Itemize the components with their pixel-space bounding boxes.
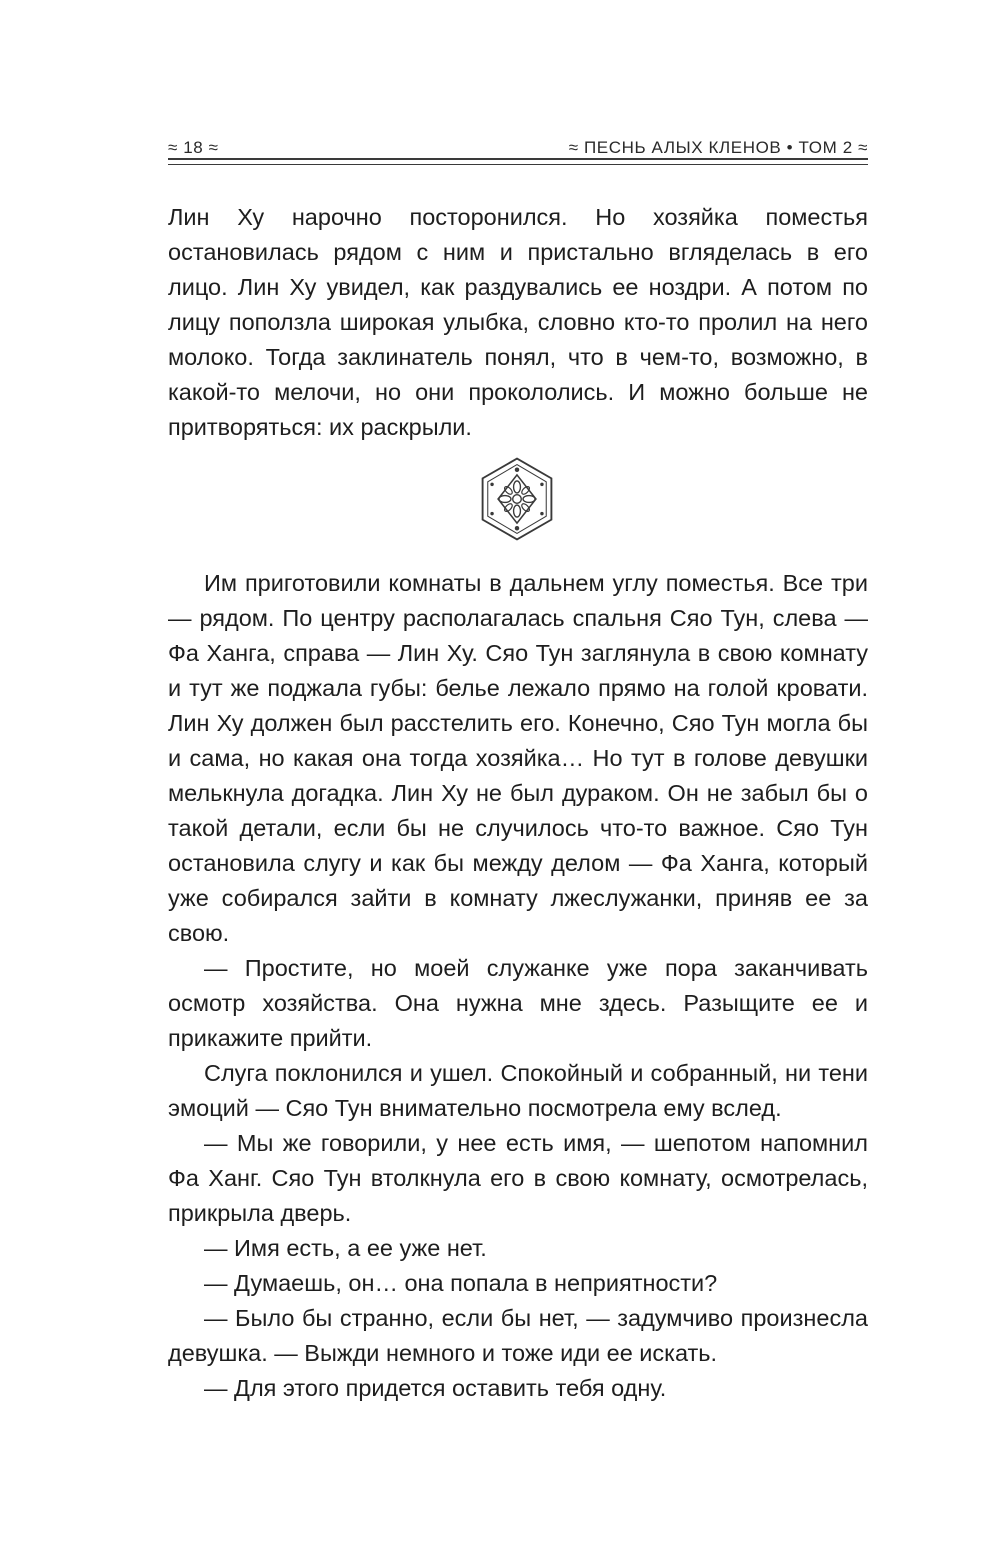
running-header: [168, 128, 868, 158]
paragraph: Им приготовили комнаты в дальнем углу поместья. Все три — рядом. По центру располагалась спальня Сяо Тун, слева — Фа Ханга, справа — Лин Ху. Сяо Тун заглянула в свою комнату и тут же поджала губы: белье лежало прямо на голой кровати. Лин Ху должен был расстелить его. Конечно, Сяо Тун могла бы и сама, но какая она тогда хозяйка… Но тут в голове девушки мелькнула догадка. Лин Ху не был дураком. Он не забыл бы о такой детали, если бы не случилось что-то важное. Сяо Тун остановила слугу и как бы между делом — Фа Ханга, который уже собирался зайти в комнату лжеслужанки, приняв ее за свою.: [168, 570, 868, 946]
book-title: ≈ ПЕСНЬ АЛЫХ КЛЕНОВ • ТОМ 2 ≈: [568, 138, 868, 157]
paragraph: — Было бы странно, если бы нет, — задумчиво произнесла девушка. — Выжди немного и тоже иди ее искать.: [168, 1305, 868, 1366]
header-rule-thin: [168, 164, 868, 165]
paragraph: — Думаешь, он… она попала в неприятности?: [204, 1270, 718, 1296]
hexagon-floral-ornament-icon: [474, 456, 560, 542]
page-number: ≈ 18 ≈: [168, 138, 219, 157]
paragraph: — Имя есть, а ее уже нет.: [204, 1235, 487, 1261]
text-section-2: [168, 566, 868, 1406]
paragraph: — Мы же говорили, у нее есть имя, — шепотом напомнил Фа Ханг. Сяо Тун втолкнула его в свою комнату, осмотрелась, прикрыла дверь.: [168, 1130, 868, 1226]
paragraph: Лин Ху нарочно посторонился. Но хозяйка поместья остановилась рядом с ним и пристально вгляделась в его лицо. Лин Ху увидел, как раздувались ее ноздри. А потом по лицу поползла широкая улыбка, словно кто-то пролил на него молоко. Тогда заклинатель понял, что в чем-то, возможно, в какой-то мелочи, но они прокололись. И можно больше не притворяться: их раскрыли.: [168, 204, 868, 440]
paragraph: Слуга поклонился и ушел. Спокойный и собранный, ни тени эмоций — Сяо Тун внимательно посмотрела ему вслед.: [168, 1060, 868, 1121]
paragraph: — Для этого придется оставить тебя одну.: [204, 1375, 667, 1401]
paragraph: — Простите, но моей служанке уже пора заканчивать осмотр хозяйства. Она нужна мне здесь. Разыщите ее и прикажите прийти.: [168, 955, 868, 1051]
header-rule: [168, 158, 868, 160]
text-section-1: [168, 200, 868, 445]
